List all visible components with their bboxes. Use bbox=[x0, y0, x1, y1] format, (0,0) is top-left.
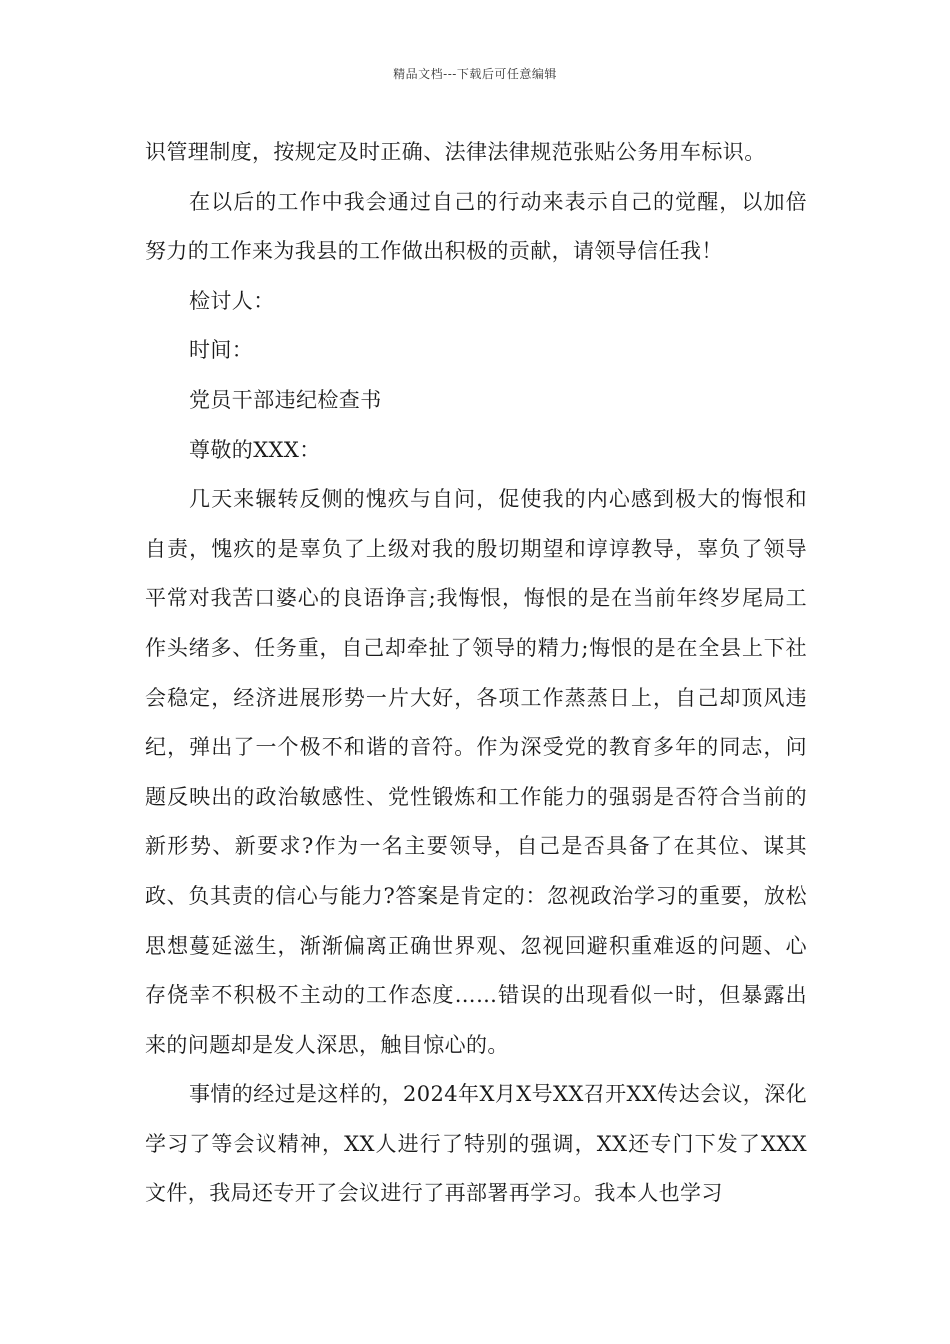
signature-label: 检讨人： bbox=[189, 288, 275, 313]
paragraph-commitment: 在以后的工作中我会通过自己的行动来表示自己的觉醒，以加倍努力的工作来为我县的工作做出积极的贡献，请领导信任我！ bbox=[145, 189, 807, 264]
document-body bbox=[145, 128, 807, 1219]
page-header: 精品文档---下载后可任意编辑 bbox=[393, 67, 557, 81]
document-title: 党员干部违纪检查书 bbox=[189, 387, 382, 412]
paragraph-continuation: 识管理制度，按规定及时正确、法律法律规范张贴公务用车标识。 bbox=[145, 140, 766, 164]
paragraph-reflection: 几天来辗转反侧的愧疚与自问，促使我的内心感到极大的悔恨和自责，愧疚的是辜负了上级对我的殷切期望和谆谆教导，辜负了领导平常对我苦口婆心的良语诤言;我悔恨，悔恨的是在当前年终岁尾局工作头绪多、任务重，自己却牵扯了领导的精力;悔恨的是在全县上下社会稳定，经济进展形势一片大好，各项工作蒸蒸日上，自己却顶风违纪，弹出了一个极不和谐的音符。作为深受党的教育多年的同志，问题反映出的政治敏感性、党性锻炼和工作能力的强弱是否符合当前的新形势、新要求?作为一名主要领导，自己是否具备了在其位、谋其政、负其责的信心与能力?答案是肯定的：忽视政治学习的重要，放松思想蔓延滋生，渐渐偏离正确世界观、忽视回避积重难返的问题、心存侥幸不积极不主动的工作态度……错误的出现看似一时，但暴露出来的问题却是发人深思，触目惊心的。 bbox=[145, 487, 807, 1057]
paragraph-events: 事情的经过是这样的，2024年X月X号XX召开XX传达会议，深化学习了等会议精神，XX人进行了特别的强调，XX还专门下发了XXX文件，我局还专开了会议进行了再部署再学习。我本人也学习 bbox=[145, 1082, 807, 1206]
date-label: 时间： bbox=[189, 338, 254, 363]
salutation: 尊敬的XXX： bbox=[189, 437, 321, 462]
